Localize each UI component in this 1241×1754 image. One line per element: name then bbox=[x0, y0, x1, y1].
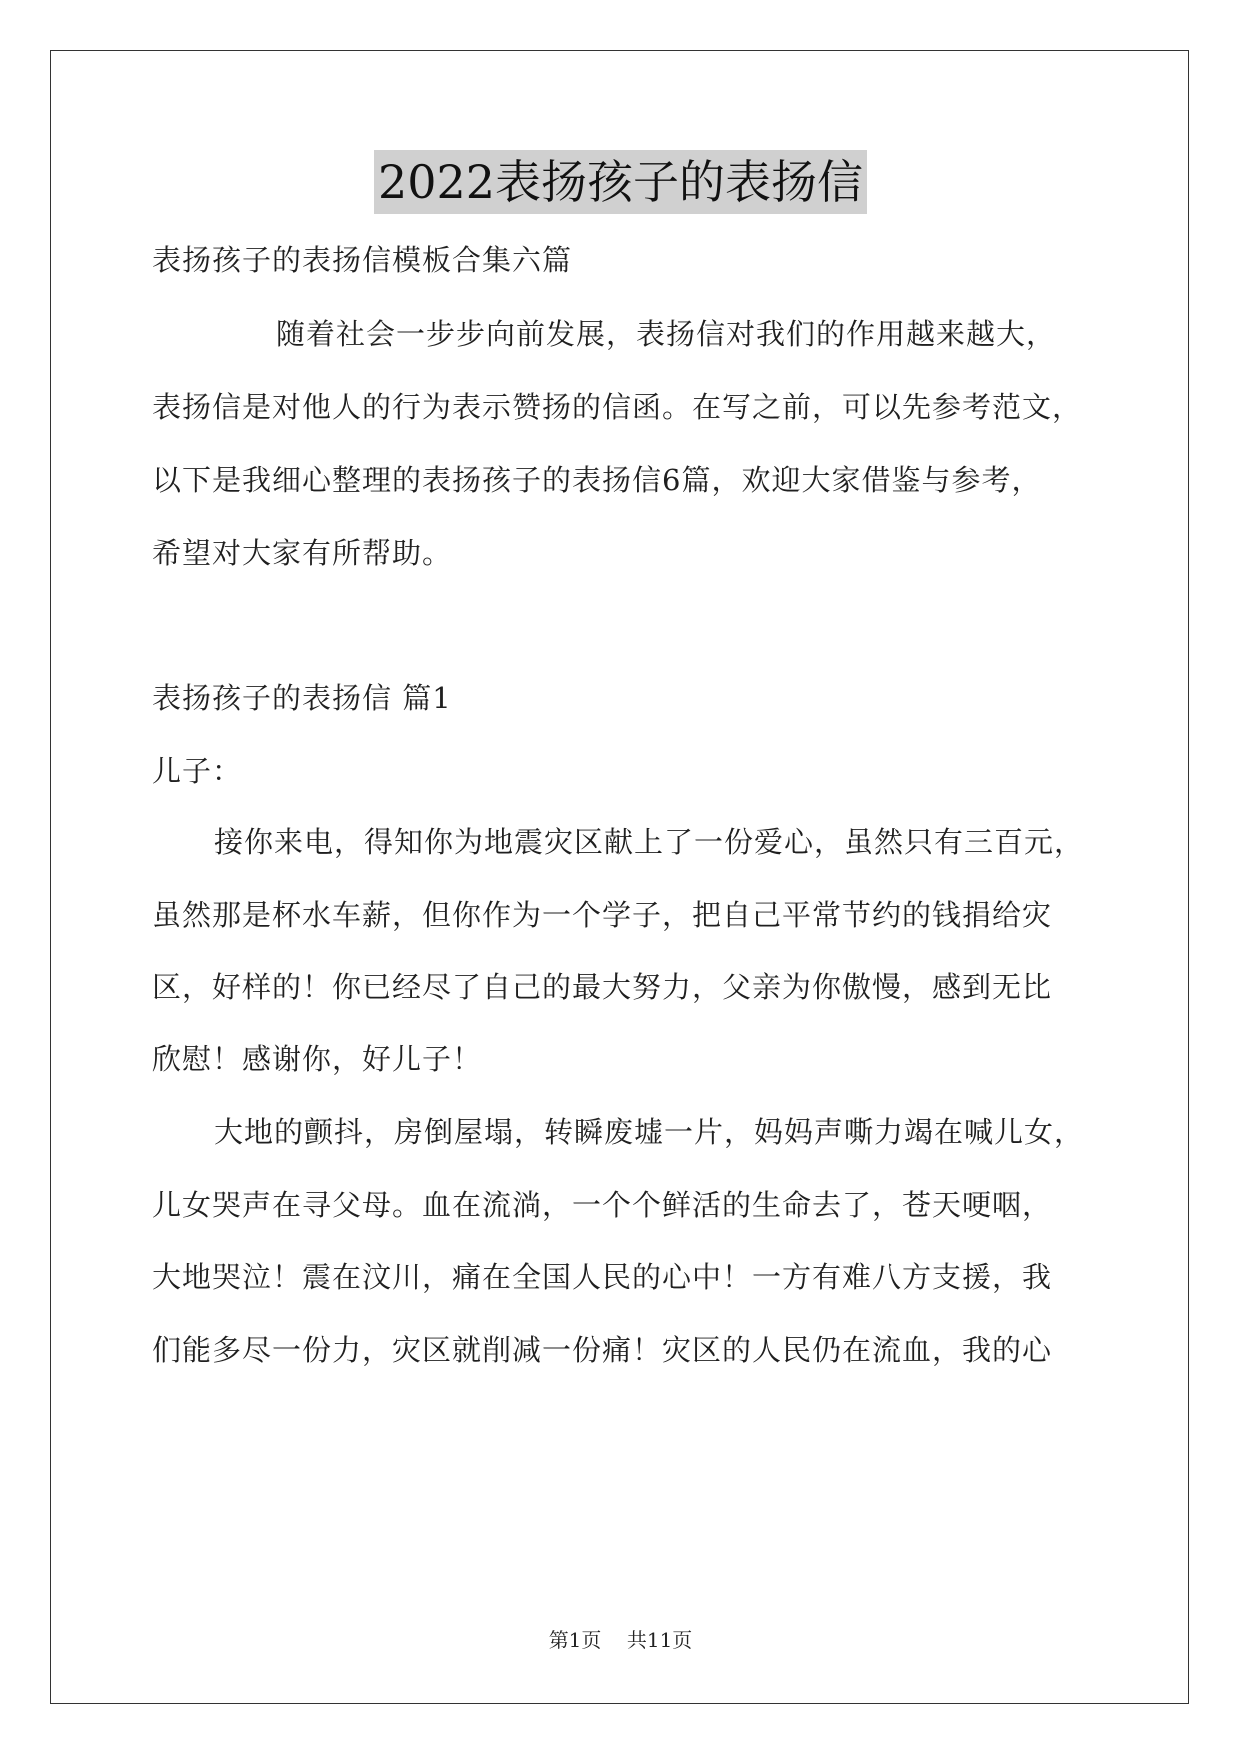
intro-line: 希望对大家有所帮助。 bbox=[152, 536, 453, 570]
paragraph-line: 区，好样的！你已经尽了自己的最大努力，父亲为你傲慢，感到无比 bbox=[152, 970, 1053, 1004]
page-number: 第1页 bbox=[548, 1628, 602, 1652]
paragraph-line: 大地的颤抖，房倒屋塌，转瞬废墟一片，妈妈声嘶力竭在喊儿女， bbox=[214, 1115, 1085, 1149]
paragraph-line: 儿女哭声在寻父母。血在流淌，一个个鲜活的生命去了，苍天哽咽， bbox=[152, 1188, 1053, 1222]
paragraph-line: 大地哭泣！震在汶川，痛在全国人民的心中！一方有难八方支援，我 bbox=[152, 1260, 1053, 1294]
document-subtitle: 表扬孩子的表扬信模板合集六篇 bbox=[152, 243, 573, 277]
page-border bbox=[50, 50, 1189, 1704]
intro-line: 以下是我细心整理的表扬孩子的表扬信6篇，欢迎大家借鉴与参考， bbox=[152, 463, 1042, 497]
page-footer bbox=[0, 1624, 1241, 1653]
salutation: 儿子： bbox=[152, 754, 243, 788]
paragraph-line: 们能多尽一份力，灾区就削减一份痛！灾区的人民仍在流血，我的心 bbox=[152, 1333, 1053, 1367]
section-heading: 表扬孩子的表扬信 篇1 bbox=[152, 681, 452, 715]
title-container bbox=[0, 150, 1241, 214]
paragraph-line: 欣慰！感谢你，好儿子！ bbox=[152, 1042, 483, 1076]
intro-line: 表扬信是对他人的行为表示赞扬的信函。在写之前，可以先参考范文， bbox=[152, 390, 1083, 424]
document-title: 2022表扬孩子的表扬信 bbox=[374, 150, 867, 214]
paragraph-line: 接你来电，得知你为地震灾区献上了一份爱心，虽然只有三百元， bbox=[214, 825, 1085, 859]
intro-line: 随着社会一步步向前发展，表扬信对我们的作用越来越大， bbox=[276, 317, 1057, 351]
paragraph-line: 虽然那是杯水车薪，但你作为一个学子，把自己平常节约的钱捐给灾 bbox=[152, 898, 1053, 932]
page-total: 共11页 bbox=[626, 1628, 693, 1652]
